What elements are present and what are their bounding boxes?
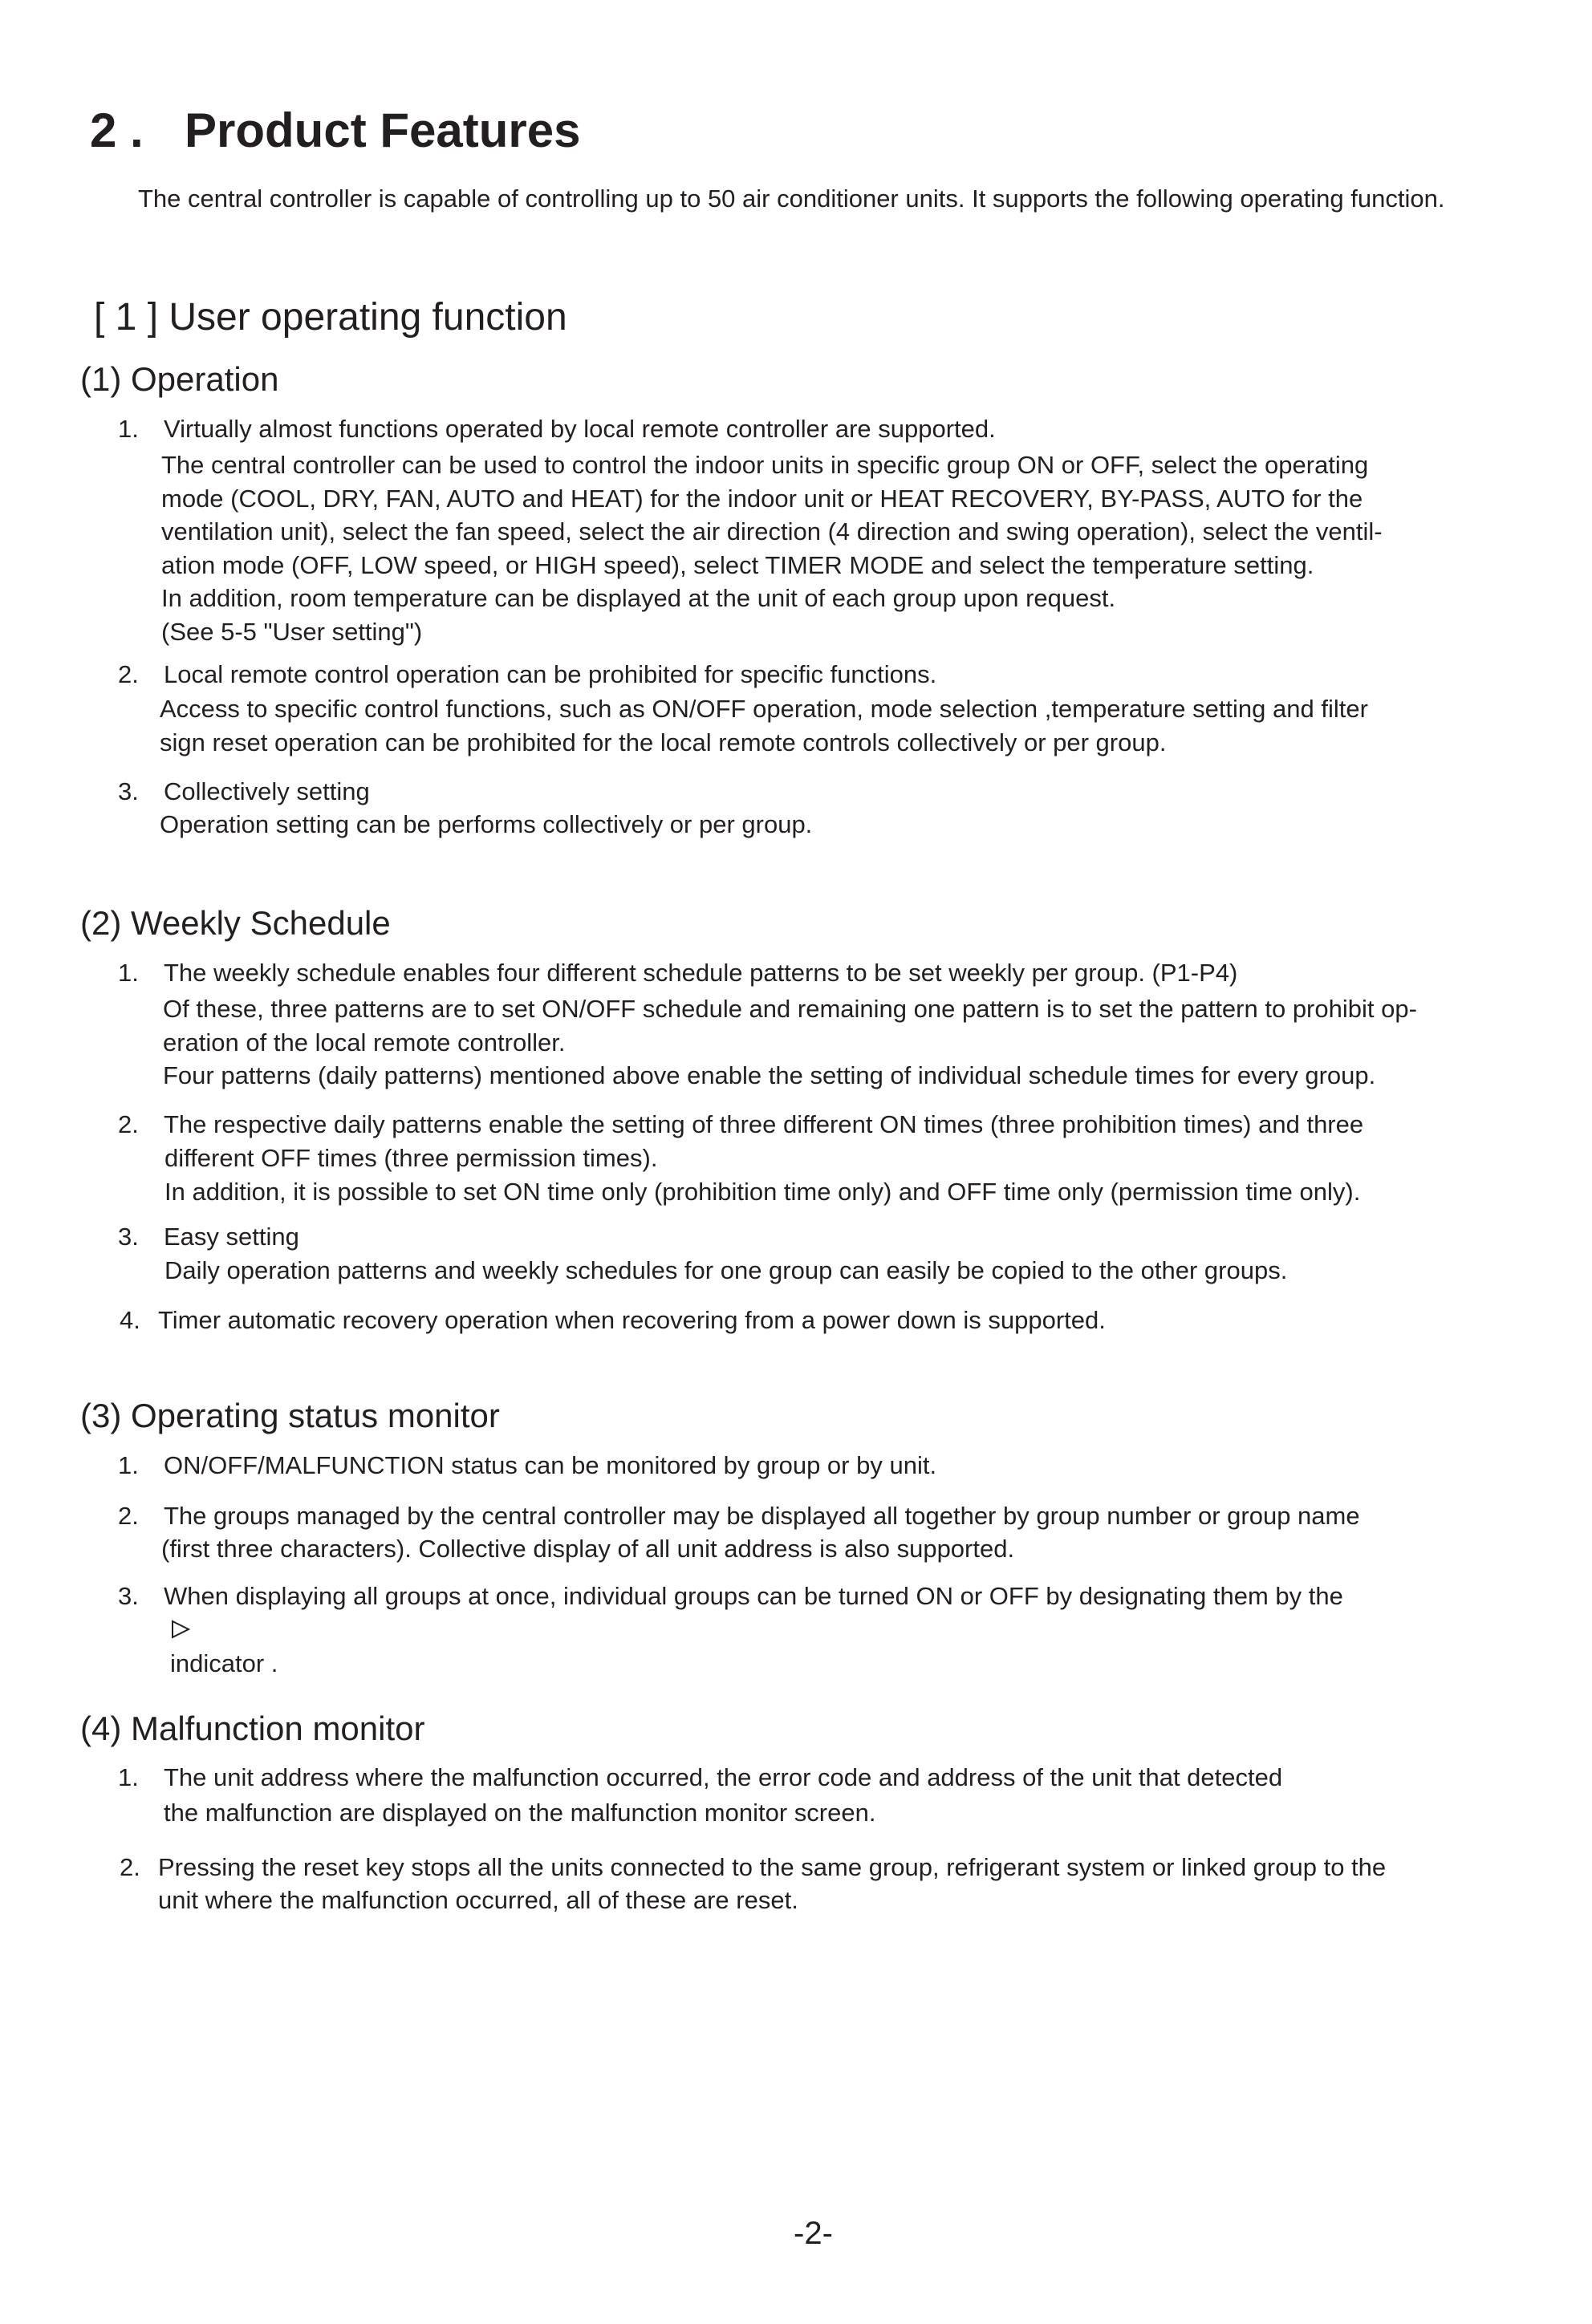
item-text: The groups managed by the central controller may be displayed all together by group number or group name bbox=[164, 1502, 1360, 1530]
body-line: the malfunction are displayed on the malfunction monitor screen. bbox=[164, 1799, 876, 1827]
page-number: -2- bbox=[794, 2216, 833, 2251]
operation-item-1 bbox=[118, 412, 996, 446]
item-text: Virtually almost functions operated by local remote controller are supported. bbox=[164, 415, 996, 443]
weekly-item-2-body bbox=[164, 1142, 1360, 1208]
status-item-3-indicator bbox=[170, 1613, 278, 1680]
item-text: Easy setting bbox=[164, 1223, 299, 1251]
status-item-1 bbox=[118, 1449, 936, 1482]
item-number: 2. bbox=[118, 1110, 139, 1138]
weekly-item-4 bbox=[120, 1304, 1106, 1337]
body-line: The central controller can be used to control the indoor units in specific group ON or OFF, select the operating bbox=[161, 451, 1369, 479]
body-line: different OFF times (three permission times). bbox=[164, 1144, 658, 1172]
item-text: ON/OFF/MALFUNCTION status can be monitored by group or by unit. bbox=[164, 1451, 937, 1479]
body-line: Operation setting can be performs collectively or per group. bbox=[160, 810, 813, 838]
operation-item-2-body bbox=[160, 692, 1368, 759]
item-text: Local remote control operation can be prohibited for specific functions. bbox=[164, 660, 937, 688]
item-number: 2. bbox=[118, 660, 139, 688]
malfunction-item-2 bbox=[120, 1851, 1386, 1884]
body-line: ventilation unit), select the fan speed, select the air direction (4 direction and swing operation), select the ventil- bbox=[161, 517, 1383, 546]
item-text: The unit address where the malfunction occurred, the error code and address of the unit that detected bbox=[164, 1763, 1283, 1791]
item-number: 3. bbox=[118, 1582, 139, 1610]
indicator-text: indicator . bbox=[170, 1649, 278, 1677]
body-line: sign reset operation can be prohibited for the local remote controls collectively or per group. bbox=[160, 728, 1167, 756]
weekly-item-1-body bbox=[163, 992, 1417, 1093]
weekly-item-3-body bbox=[164, 1254, 1287, 1288]
item-text: Pressing the reset key stops all the units connected to the same group, refrigerant system or linked group to the bbox=[158, 1853, 1387, 1881]
item-number: 2. bbox=[120, 1853, 140, 1881]
operation-item-3 bbox=[118, 775, 370, 809]
status-item-2 bbox=[118, 1499, 1360, 1533]
body-line: In addition, it is possible to set ON time only (prohibition time only) and OFF time only (permission time only). bbox=[164, 1177, 1361, 1206]
item-number: 4. bbox=[120, 1306, 140, 1334]
body-line: Daily operation patterns and weekly schedules for one group can easily be copied to the other groups. bbox=[164, 1256, 1288, 1284]
body-line: (See 5-5 "User setting") bbox=[161, 617, 423, 646]
item-text: Timer automatic recovery operation when recovering from a power down is supported. bbox=[158, 1306, 1106, 1334]
body-line: Four patterns (daily patterns) mentioned above enable the setting of individual schedule times for every group. bbox=[163, 1061, 1376, 1089]
body-line: Of these, three patterns are to set ON/OFF schedule and remaining one pattern is to set the pattern to prohibit op- bbox=[163, 995, 1417, 1023]
section-title-text: Product Features bbox=[185, 103, 581, 157]
malfunction-item-1-body bbox=[164, 1796, 875, 1830]
item-number: 3. bbox=[118, 1223, 139, 1251]
operation-item-1-body bbox=[161, 448, 1383, 648]
status-item-3 bbox=[118, 1580, 1343, 1613]
item-text: Collectively setting bbox=[164, 777, 370, 805]
malfunction-heading: (4) Malfunction monitor bbox=[80, 1710, 425, 1747]
body-line: eration of the local remote controller. bbox=[163, 1028, 566, 1057]
intro-paragraph: The central controller is capable of controlling up to 50 air conditioner units. It supports the following operating function. bbox=[138, 185, 1445, 213]
item-number: 3. bbox=[118, 777, 139, 805]
triangle-indicator-icon bbox=[170, 1613, 215, 1647]
item-number: 2. bbox=[118, 1502, 139, 1530]
weekly-item-3 bbox=[118, 1220, 299, 1254]
subsection-title: [ 1 ] User operating function bbox=[94, 296, 567, 339]
status-heading: (3) Operating status monitor bbox=[80, 1397, 500, 1434]
section-title bbox=[90, 103, 580, 158]
item-text: The weekly schedule enables four different schedule patterns to be set weekly per group. (P1-P4) bbox=[164, 959, 1238, 987]
body-line: unit where the malfunction occurred, all of these are reset. bbox=[158, 1886, 798, 1914]
item-number: 1. bbox=[118, 1451, 139, 1479]
weekly-item-1 bbox=[118, 956, 1237, 990]
body-line: (first three characters). Collective display of all unit address is also supported. bbox=[161, 1535, 1015, 1563]
section-number: 2 . bbox=[90, 103, 144, 157]
operation-item-2 bbox=[118, 658, 936, 692]
body-line: Access to specific control functions, such as ON/OFF operation, mode selection ,temperature setting and filter bbox=[160, 695, 1368, 723]
body-line: In addition, room temperature can be displayed at the unit of each group upon request. bbox=[161, 584, 1116, 612]
indicator-line bbox=[170, 1613, 278, 1680]
malfunction-item-2-body bbox=[158, 1884, 798, 1917]
item-number: 1. bbox=[118, 415, 139, 443]
item-text: When displaying all groups at once, individual groups can be turned ON or OFF by designating them by the bbox=[164, 1582, 1343, 1610]
operation-item-3-body bbox=[160, 808, 812, 842]
status-item-2-body bbox=[161, 1532, 1014, 1566]
item-number: 1. bbox=[118, 959, 139, 987]
item-number: 1. bbox=[118, 1763, 139, 1791]
item-text: The respective daily patterns enable the setting of three different ON times (three prohibition times) and three bbox=[164, 1110, 1364, 1138]
weekly-heading: (2) Weekly Schedule bbox=[80, 904, 391, 942]
operation-heading: (1) Operation bbox=[80, 360, 279, 398]
body-line: mode (COOL, DRY, FAN, AUTO and HEAT) for the indoor unit or HEAT RECOVERY, BY-PASS, AUTO for the bbox=[161, 484, 1363, 513]
weekly-item-2 bbox=[118, 1108, 1363, 1142]
malfunction-item-1 bbox=[118, 1761, 1282, 1795]
body-line: ation mode (OFF, LOW speed, or HIGH speed), select TIMER MODE and select the temperature setting. bbox=[161, 550, 1314, 579]
